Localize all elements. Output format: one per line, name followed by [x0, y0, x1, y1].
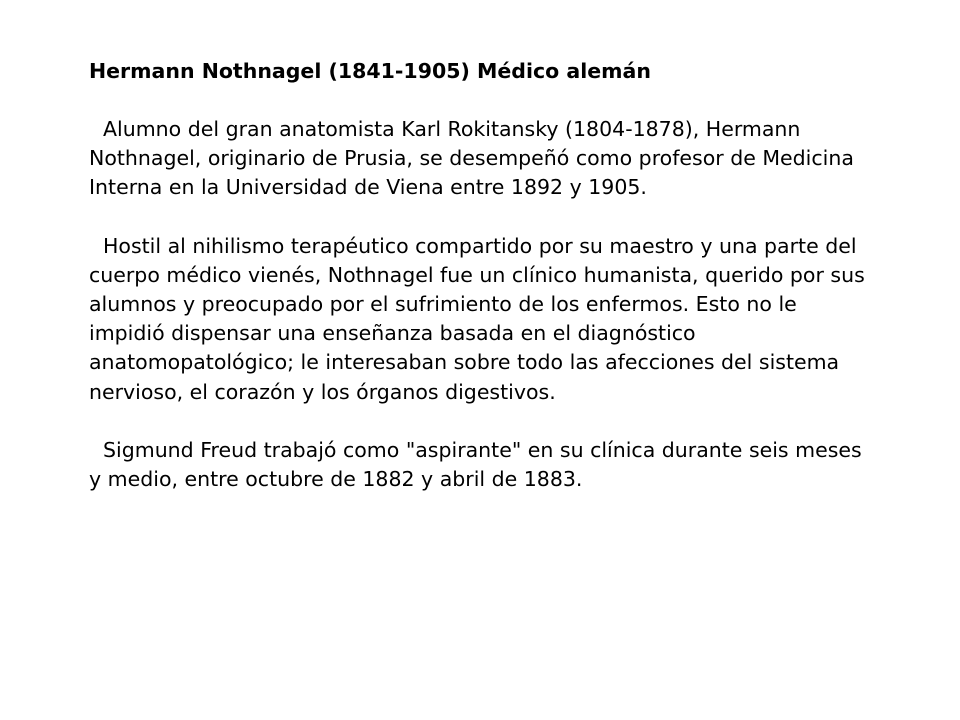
page-title: Hermann Nothnagel (1841-1905) Médico alemán — [89, 59, 651, 83]
paragraph-biography: Alumno del gran anatomista Karl Rokitansky (1804-1878), Hermann Nothnagel, originario de Prusia, se desempeñó como profesor de Medicina Interna en la Universidad de Viena entre 1892 y 1905. — [89, 117, 854, 200]
paragraph-clinical-approach: Hostil al nihilismo terapéutico compartido por su maestro y una parte del cuerpo médico vienés, Nothnagel fue un clínico humanista, querido por sus alumnos y preocupado por el sufrimiento de los enfermos. Esto no le impidió dispensar una enseñanza basada en el diagnóstico anatomopatológico; le interesaban sobre todo las afecciones del sistema nervioso, el corazón y los órganos digestivos. — [89, 233, 865, 404]
slide-content — [89, 56, 869, 523]
paragraph-freud: Sigmund Freud trabajó como "aspirante" en su clínica durante seis meses y medio, entre octubre de 1882 y abril de 1883. — [89, 437, 862, 492]
